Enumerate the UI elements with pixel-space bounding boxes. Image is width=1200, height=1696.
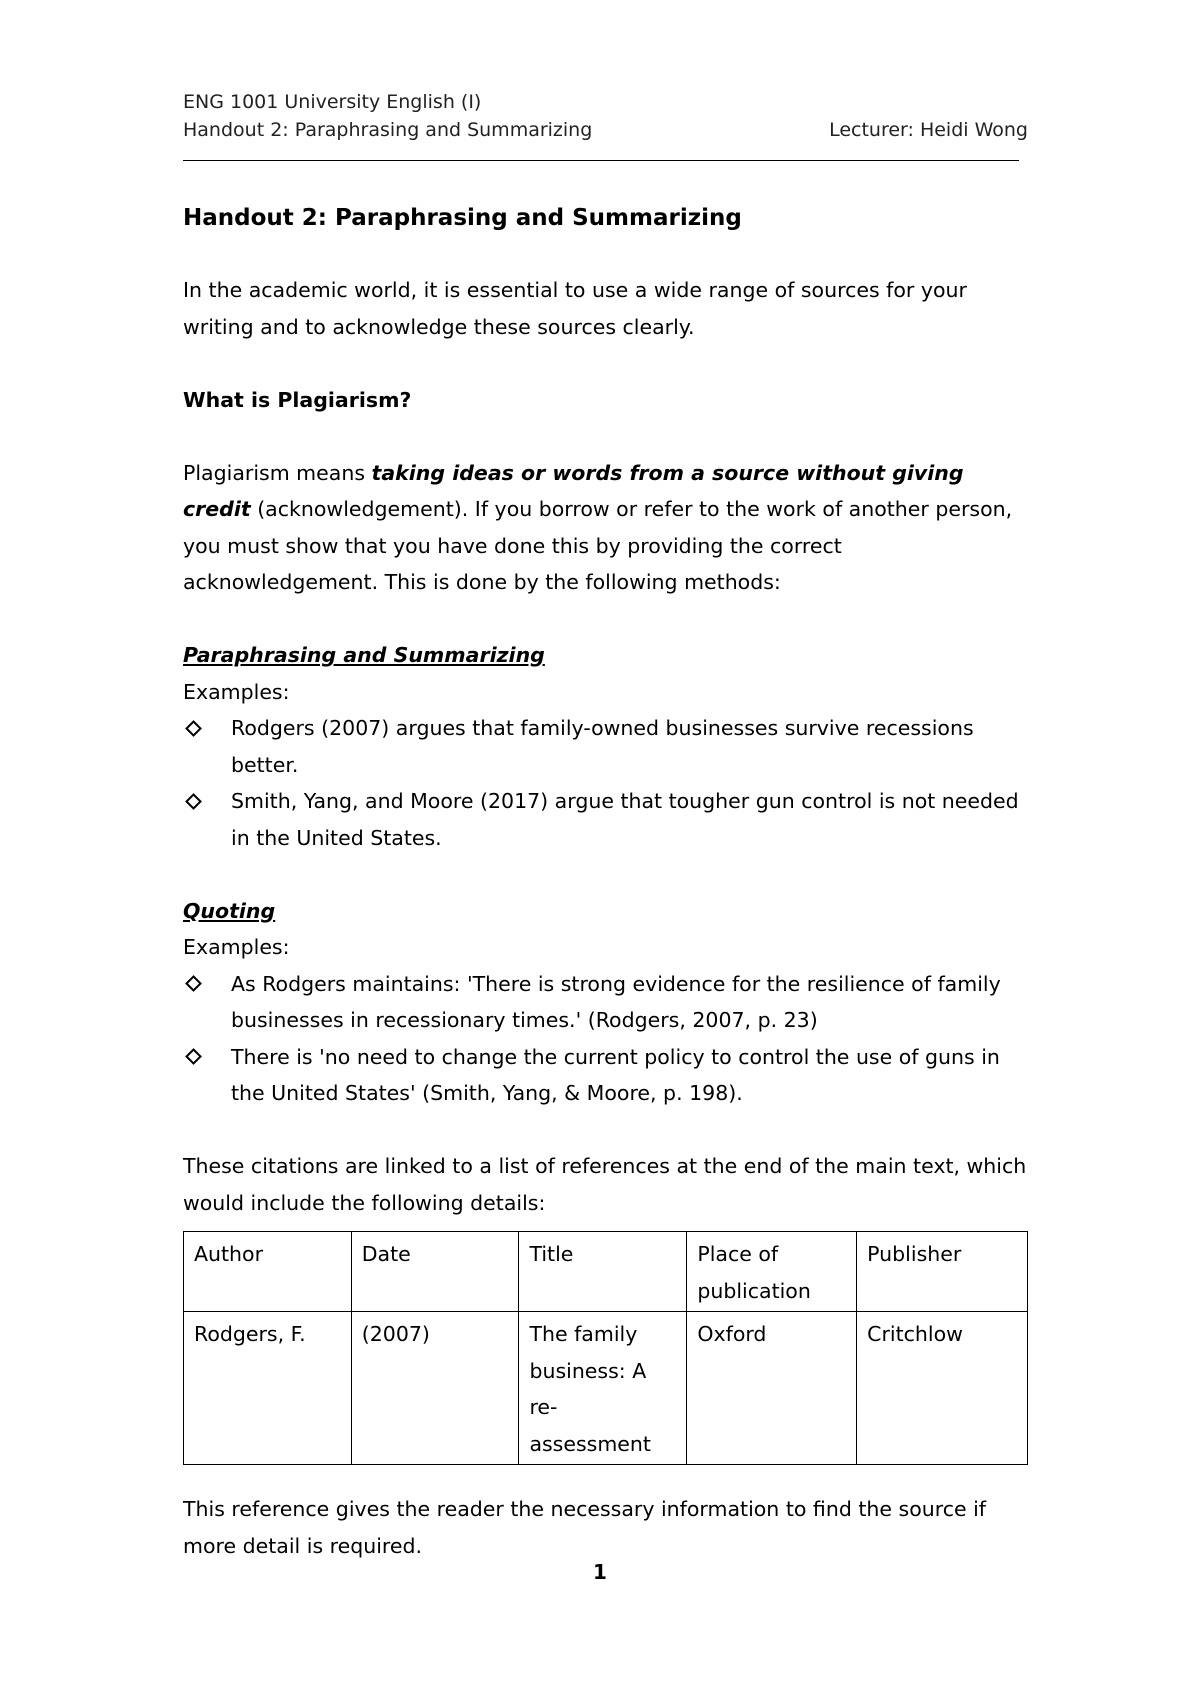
- table-cell: Critchlow: [857, 1312, 1028, 1465]
- table-header-cell: Date: [351, 1232, 519, 1312]
- list-item-text: As Rodgers maintains: 'There is strong evidence for the resilience of family businesses in recessionary times.' (Rodgers, 2007, p. 23): [231, 971, 1001, 1032]
- paraphrasing-heading: Paraphrasing and Summarizing: [183, 643, 545, 667]
- list-item: [183, 1039, 1028, 1112]
- plagiarism-emphasis: taking ideas or words from a source without giving credit: [183, 460, 964, 521]
- list-item-text: Smith, Yang, and Moore (2017) argue that tougher gun control is not needed in the United States.: [231, 789, 1019, 850]
- table-header-cell: Title: [519, 1232, 687, 1312]
- plagiarism-rest: (acknowledgement). If you borrow or refer to the work of another person, you must show that you have done this by providing the correct acknowledgement. This is done by the following methods:: [183, 497, 1013, 594]
- table-cell: Rodgers, F.: [184, 1312, 352, 1465]
- plagiarism-lead: Plagiarism means: [183, 460, 372, 485]
- plagiarism-paragraph: [183, 455, 1028, 601]
- quoting-list: [183, 966, 1028, 1112]
- list-item-text: Rodgers (2007) argues that family-owned businesses survive recessions better.: [231, 716, 974, 777]
- table-cell: (2007): [351, 1312, 519, 1465]
- paraphrasing-list: [183, 710, 1028, 856]
- page-header: [183, 88, 1028, 144]
- table-header-cell: Place of publication: [687, 1232, 857, 1312]
- handout-name: Handout 2: Paraphrasing and Summarizing: [183, 119, 593, 141]
- table-header-cell: Publisher: [857, 1232, 1028, 1312]
- diamond-bullet-icon: [185, 1039, 205, 1076]
- intro-paragraph: In the academic world, it is essential to use a wide range of sources for your writing and to acknowledge these sources clearly.: [183, 278, 967, 339]
- diamond-bullet-icon: [185, 966, 205, 1003]
- lecturer-name: Lecturer: Heidi Wong: [829, 119, 1028, 141]
- citations-paragraph: These citations are linked to a list of references at the end of the main text, which would include the following details:: [183, 1154, 1027, 1215]
- list-item: [183, 710, 1028, 783]
- reference-table: [183, 1231, 1028, 1465]
- table-cell: The family business: A re-assessment: [519, 1312, 687, 1465]
- quoting-examples-label: Examples:: [183, 935, 290, 959]
- page-number: 1: [593, 1560, 607, 1584]
- quoting-heading: Quoting: [183, 898, 276, 923]
- list-item: [183, 783, 1028, 856]
- table-row: [184, 1312, 1028, 1465]
- table-header-row: [184, 1232, 1028, 1312]
- header-line-2: [183, 116, 1028, 144]
- diamond-bullet-icon: [185, 710, 205, 747]
- table-cell: Oxford: [687, 1312, 857, 1465]
- closing-paragraph: This reference gives the reader the necessary information to find the source if more detail is required.: [183, 1497, 987, 1558]
- table-header-cell: Author: [184, 1232, 352, 1312]
- course-title: ENG 1001 University English (I): [183, 91, 482, 113]
- list-item-text: There is 'no need to change the current policy to control the use of guns in the United States' (Smith, Yang, & Moore, p. 198).: [231, 1044, 1000, 1105]
- plagiarism-heading: What is Plagiarism?: [183, 387, 412, 412]
- document-title: Handout 2: Paraphrasing and Summarizing: [183, 205, 742, 231]
- list-item: [183, 966, 1028, 1039]
- main-content: [183, 200, 1028, 1564]
- header-divider: [183, 160, 1019, 161]
- diamond-bullet-icon: [185, 783, 205, 820]
- paraphrasing-examples-label: Examples:: [183, 679, 290, 704]
